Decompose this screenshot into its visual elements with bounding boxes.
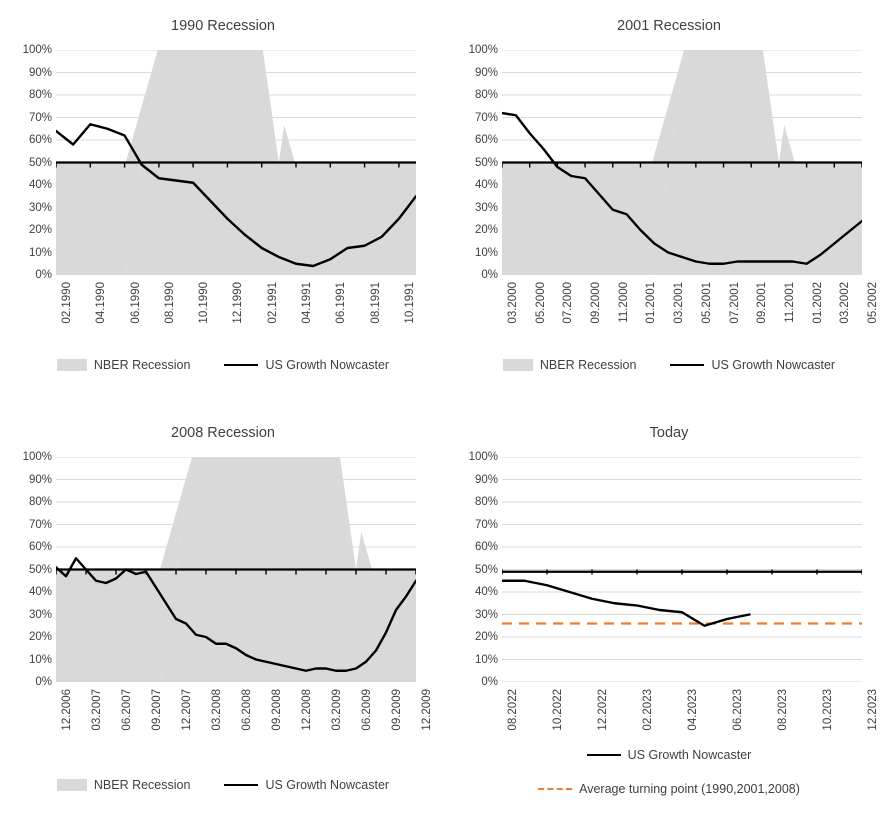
- x-tick-label: 05.2000: [534, 282, 547, 324]
- legend-item-nber: [57, 778, 191, 792]
- x-tick-label: 05.2001: [700, 282, 713, 324]
- y-tick-label: 70%: [474, 111, 498, 124]
- x-tick-label: 08.2022: [507, 689, 519, 731]
- legend-label-nowcaster: US Growth Nowcaster: [265, 778, 390, 792]
- x-tick-label: 08.1990: [163, 282, 176, 324]
- x-tick-label: 10.2023: [822, 689, 834, 731]
- legend-item-nowcaster: [224, 778, 389, 792]
- chart-panel-2008: [0, 407, 446, 813]
- x-tick-label: 06.2008: [241, 689, 253, 731]
- legend-2008: [0, 775, 446, 795]
- x-tick-label: 08.2023: [777, 689, 789, 731]
- x-tick-label: 10.1990: [198, 282, 211, 324]
- y-tick-label: 50%: [28, 156, 52, 169]
- panel-title: 2001 Recession: [617, 18, 721, 34]
- chart-svg-2001: [502, 50, 862, 275]
- y-tick-label: 90%: [474, 66, 498, 79]
- y-tick-label: 100%: [22, 44, 52, 56]
- x-tick-label: 01.2002: [811, 282, 824, 324]
- x-tick-label: 03.2007: [91, 689, 103, 731]
- x-tick-label: 12.2007: [181, 689, 193, 731]
- x-tick-label: 02.2023: [642, 689, 654, 731]
- legend-label-nowcaster: US Growth Nowcaster: [265, 358, 390, 372]
- chart-svg-today: [502, 457, 862, 682]
- x-tick-label: 03.2009: [331, 689, 343, 731]
- y-tick-label: 20%: [474, 224, 498, 236]
- legend-item-average: [538, 782, 800, 796]
- x-tick-label: 04.1991: [301, 282, 313, 324]
- y-tick-label: 20%: [28, 631, 52, 643]
- x-axis-labels-2008: [56, 689, 433, 759]
- legend-item-nowcaster: [670, 358, 835, 372]
- chart-panel-2001: [446, 0, 892, 406]
- y-tick-label: 100%: [468, 451, 498, 463]
- legend-1990: [0, 355, 446, 375]
- legend-label-nber: NBER Recession: [93, 358, 191, 372]
- y-tick-label: 60%: [28, 134, 52, 146]
- panel-title: 1990 Recession: [171, 18, 275, 34]
- y-tick-label: 10%: [474, 246, 498, 259]
- y-tick-label: 80%: [474, 496, 498, 508]
- line-swatch-icon: [587, 754, 621, 756]
- y-tick-label: 10%: [28, 246, 52, 259]
- x-tick-label: 10.1991: [403, 282, 416, 324]
- y-axis-labels-2008: [6, 451, 52, 688]
- y-tick-label: 80%: [28, 89, 52, 101]
- x-axis-labels-2001: [502, 282, 879, 352]
- y-tick-label: 70%: [474, 518, 498, 531]
- x-tick-label: 04.1990: [95, 282, 108, 324]
- y-tick-label: 100%: [22, 451, 52, 463]
- recession-swatch-icon: [503, 359, 533, 371]
- legend-item-nber: [503, 358, 637, 372]
- panel-title: 2008 Recession: [171, 425, 275, 441]
- legend-today: [446, 745, 892, 799]
- x-tick-label: 11.2000: [617, 282, 630, 323]
- x-tick-label: 12.2022: [597, 689, 609, 731]
- x-tick-label: 02.1991: [266, 282, 279, 324]
- x-axis-labels-1990: [56, 282, 416, 352]
- y-tick-label: 20%: [28, 224, 52, 236]
- x-tick-label: 06.2007: [121, 689, 133, 731]
- x-tick-label: 09.2001: [756, 282, 769, 324]
- x-tick-label: 07.2001: [728, 282, 741, 324]
- x-tick-label: 09.2000: [590, 282, 603, 324]
- x-tick-label: 01.2001: [645, 282, 658, 324]
- chart-panel-today: [446, 407, 892, 813]
- x-tick-label: 06.1991: [335, 282, 348, 324]
- legend-item-nber: [57, 358, 191, 372]
- x-tick-label: 02.1990: [61, 282, 73, 324]
- y-tick-label: 40%: [28, 586, 52, 598]
- y-axis-labels-today: [452, 451, 498, 688]
- x-tick-label: 03.2000: [507, 282, 519, 324]
- y-tick-label: 30%: [474, 608, 498, 621]
- y-tick-label: 70%: [28, 518, 52, 531]
- y-tick-label: 10%: [474, 653, 498, 666]
- y-tick-label: 100%: [468, 44, 498, 56]
- legend-label-nber: NBER Recession: [93, 778, 191, 792]
- x-tick-label: 05.2002: [867, 282, 879, 324]
- y-tick-label: 30%: [474, 201, 498, 214]
- y-tick-label: 90%: [28, 66, 52, 79]
- y-axis-labels-2001: [452, 44, 498, 281]
- legend-label-nber: NBER Recession: [539, 358, 637, 372]
- y-tick-label: 60%: [474, 541, 498, 553]
- y-tick-label: 90%: [28, 473, 52, 486]
- chart-svg-2008: [56, 457, 416, 682]
- line-swatch-icon: [224, 784, 258, 786]
- y-tick-label: 40%: [474, 179, 498, 191]
- x-tick-label: 12.2009: [421, 689, 433, 731]
- x-tick-label: 09.2008: [271, 689, 283, 731]
- x-tick-label: 12.1990: [232, 282, 245, 324]
- x-tick-label: 11.2001: [783, 282, 796, 323]
- plot-area-2001: [502, 50, 862, 275]
- x-tick-label: 12.2008: [301, 689, 313, 731]
- x-tick-label: 12.2006: [61, 689, 73, 731]
- chart-panel-1990: [0, 0, 446, 406]
- x-tick-label: 03.2001: [673, 282, 686, 324]
- y-tick-label: 30%: [28, 201, 52, 214]
- y-tick-label: 0%: [481, 269, 498, 281]
- y-tick-label: 0%: [481, 676, 498, 688]
- y-tick-label: 40%: [28, 179, 52, 191]
- y-tick-label: 90%: [474, 473, 498, 486]
- x-tick-label: 09.2009: [391, 689, 403, 731]
- y-tick-label: 60%: [28, 541, 52, 553]
- recession-swatch-icon: [57, 779, 87, 791]
- x-tick-label: 03.2008: [211, 689, 223, 731]
- y-tick-label: 80%: [28, 496, 52, 508]
- x-tick-label: 09.2007: [151, 689, 163, 731]
- legend-label-nowcaster: US Growth Nowcaster: [627, 748, 752, 762]
- y-tick-label: 30%: [28, 608, 52, 621]
- y-tick-label: 0%: [35, 676, 52, 688]
- y-tick-label: 40%: [474, 586, 498, 598]
- chart-svg-1990: [56, 50, 416, 275]
- y-tick-label: 50%: [28, 563, 52, 576]
- y-tick-label: 50%: [474, 156, 498, 169]
- y-tick-label: 10%: [28, 653, 52, 666]
- plot-area-today: [502, 457, 862, 682]
- y-tick-label: 80%: [474, 89, 498, 101]
- x-tick-label: 10.2022: [552, 689, 564, 731]
- legend-label-nowcaster: US Growth Nowcaster: [711, 358, 836, 372]
- y-axis-labels-1990: [6, 44, 52, 281]
- x-tick-label: 08.1991: [369, 282, 382, 324]
- x-tick-label: 12.2023: [867, 689, 879, 731]
- legend-label-average: Average turning point (1990,2001,2008): [579, 782, 800, 796]
- y-tick-label: 70%: [28, 111, 52, 124]
- legend-2001: [446, 355, 892, 375]
- y-tick-label: 20%: [474, 631, 498, 643]
- y-tick-label: 0%: [35, 269, 52, 281]
- x-tick-label: 04.2023: [687, 689, 699, 731]
- panel-title: Today: [649, 425, 689, 441]
- line-swatch-icon: [670, 364, 704, 366]
- line-swatch-icon: [224, 364, 258, 366]
- x-tick-label: 06.2023: [732, 689, 744, 731]
- x-tick-label: 07.2000: [562, 282, 575, 324]
- legend-item-nowcaster: [587, 748, 752, 762]
- plot-area-1990: [56, 50, 416, 275]
- y-tick-label: 60%: [474, 134, 498, 146]
- x-tick-label: 06.2009: [361, 689, 373, 731]
- plot-area-2008: [56, 457, 416, 682]
- x-tick-label: 06.1990: [129, 282, 142, 324]
- dashed-line-swatch-icon: [538, 788, 572, 790]
- legend-item-nowcaster: [224, 358, 389, 372]
- x-tick-label: 03.2002: [839, 282, 852, 324]
- y-tick-label: 50%: [474, 563, 498, 576]
- recession-swatch-icon: [57, 359, 87, 371]
